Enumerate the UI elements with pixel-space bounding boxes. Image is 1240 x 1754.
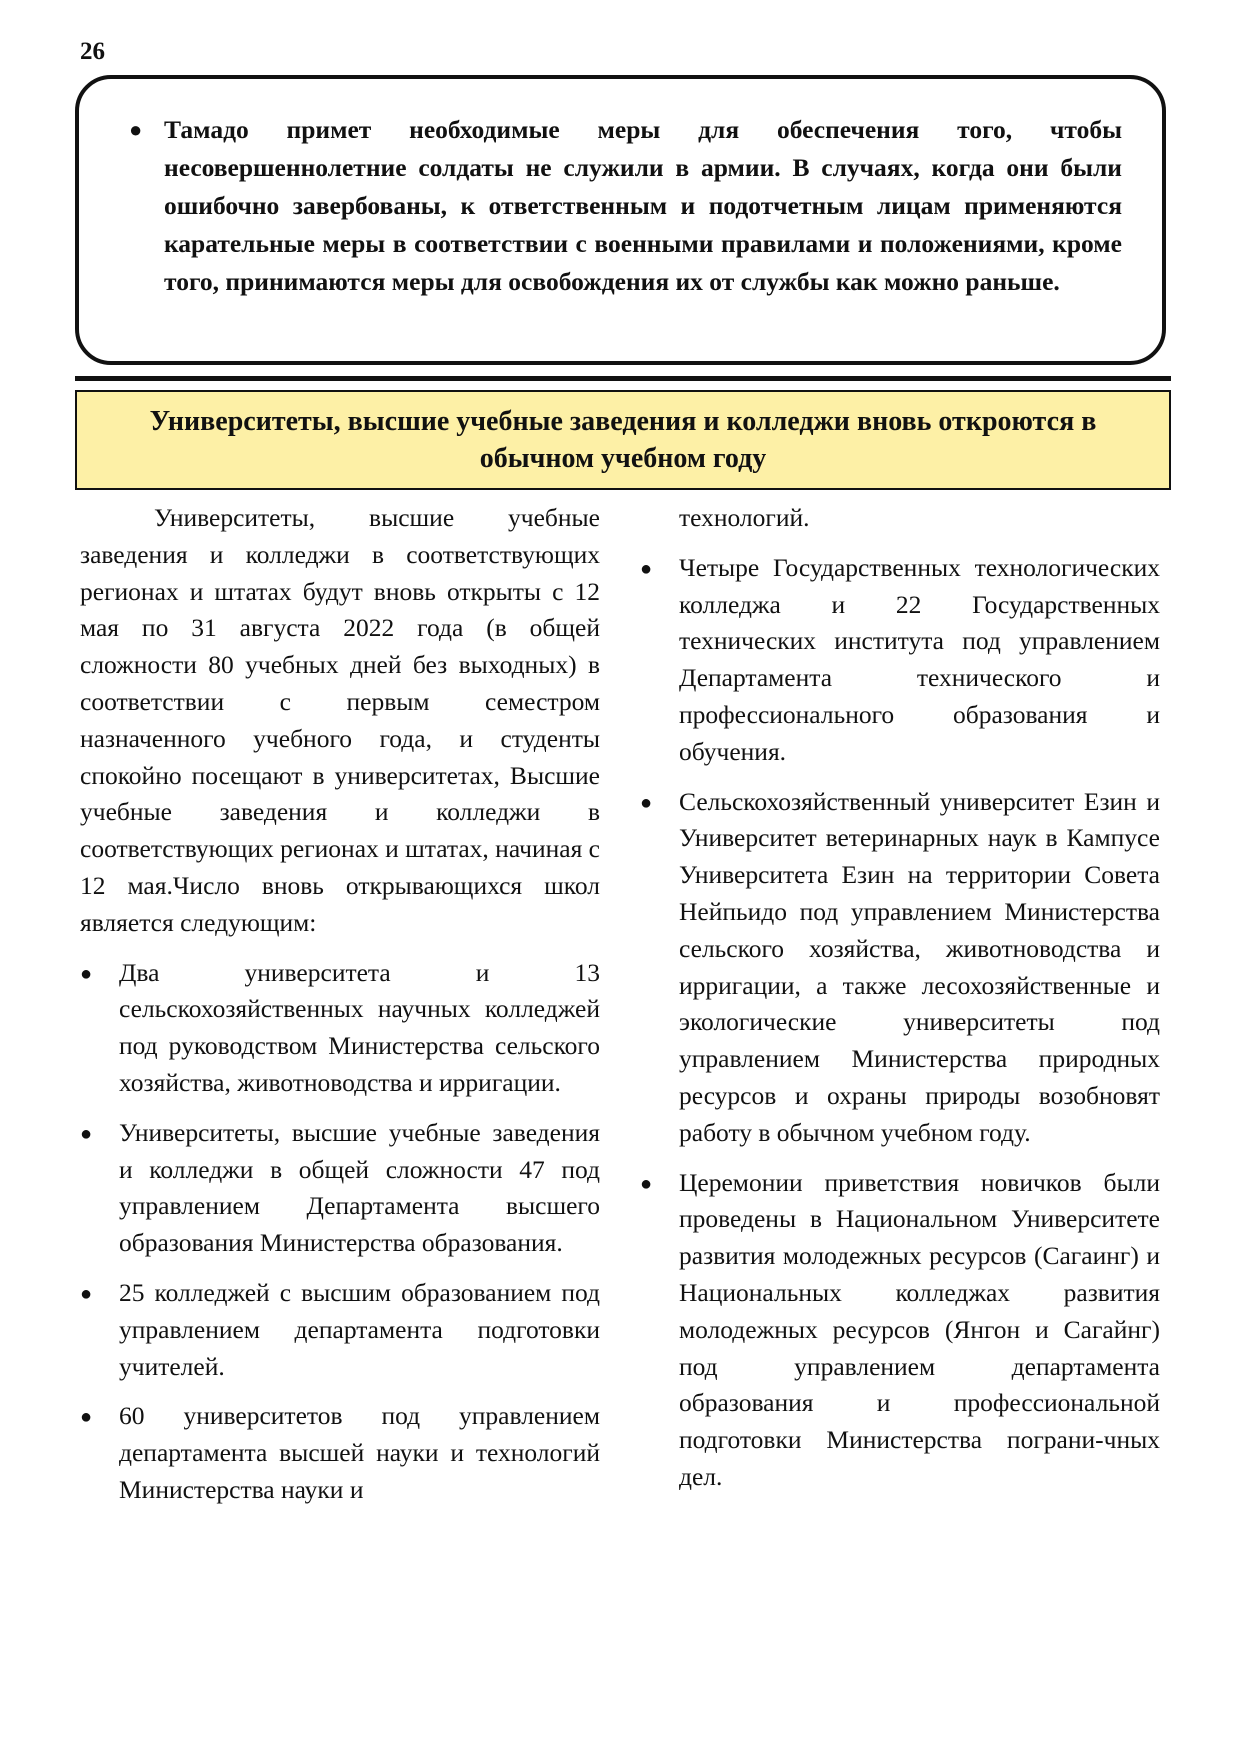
bullet-icon: ● (640, 1172, 653, 1195)
bullet-icon: ● (640, 791, 653, 814)
list-item-text: Четыре Государственных технологических колледжа и 22 Государственных технических института под управлением Департамента технического и профессионального образования и обучения. (679, 552, 1160, 766)
right-bullet-list (640, 550, 1160, 1496)
bullet-icon: ● (129, 117, 143, 142)
right-column (640, 500, 1160, 1509)
bullet-icon: ● (80, 1406, 93, 1429)
bullet-icon: ● (80, 1282, 93, 1305)
list-item (640, 784, 1160, 1152)
bullet-icon: ● (80, 1122, 93, 1145)
left-bullet-list (80, 955, 600, 1509)
notice-list (129, 111, 1122, 301)
left-column (80, 500, 600, 1522)
notice-box (75, 75, 1166, 365)
page-number: 26 (80, 38, 105, 65)
list-item (80, 1398, 600, 1508)
list-item (80, 1275, 600, 1385)
list-item-text: Два университета и 13 сельскохозяйственных научных колледжей под руководством Министерства сельского хозяйства, животноводства и ирригации. (119, 957, 600, 1097)
list-item-text: Сельскохозяйственный университет Езин и Университет ветеринарных наук в Кампусе Университета Езин на территории Совета Нейпьидо под управлением Министерства сельского хозяйства, животноводства и ирригации, а также лесохозяйственные и экологические университеты под управлением Министерства природных ресурсов и охраны природы возобновят работу в обычном учебном году. (679, 786, 1160, 1147)
section-divider (75, 376, 1171, 381)
list-item-text: 25 колледжей с высшим образованием под управлением департамента подготовки учителей. (119, 1277, 600, 1381)
bullet-icon: ● (640, 557, 653, 580)
intro-paragraph: Университеты, высшие учебные заведения и колледжи в соответствующих регионах и штатах будут вновь открыты с 12 мая по 31 августа 2022 года (в общей сложности 80 учебных дней без выходных) в соответствии с первым семестром назначенного учебного года, и студенты спокойно посещают в университетах, Высшие учебные заведения и колледжи в соответствующих регионах и штатах, начиная с 12 мая.Число вновь открывающихся школ является следующим: (80, 503, 600, 937)
section-heading-box (75, 390, 1171, 490)
bullet-icon: ● (80, 962, 93, 985)
list-item (80, 955, 600, 1102)
list-item-text: Университеты, высшие учебные заведения и колледжи в общей сложности 47 под управлением Департамента высшего образования Министерства образования. (119, 1117, 600, 1258)
notice-text: Тамадо примет необходимые меры для обеспечения того, чтобы несовершеннолетние солдаты не служили в армии. В случаях, когда они были ошибочно завербованы, к ответственным и подотчетным лицам применяются карательные меры в соответствии с военными правилами и положениями, кроме того, принимаются меры для освобождения их от службы как можно раньше. (164, 115, 1122, 296)
notice-item (129, 111, 1122, 301)
list-item (640, 1165, 1160, 1496)
list-item (80, 1115, 600, 1262)
list-item (640, 550, 1160, 771)
list-item-text: Церемонии приветствия новичков были проведены в Национальном Университете развития молодежных ресурсов (Сагаинг) и Национальных колледжах развития молодежных ресурсов (Янгон и Сагайнг) под управлением департамента образования и профессиональной подготовки Министерства пограни-чных дел. (679, 1167, 1160, 1491)
list-item-continuation: технологий. (679, 503, 810, 532)
list-item-text: 60 университетов под управлением департамента высшей науки и технологий Министерства науки и (119, 1401, 600, 1504)
section-heading: Университеты, высшие учебные заведения и колледжи вновь откроются в обычном учебном году (149, 406, 1097, 474)
